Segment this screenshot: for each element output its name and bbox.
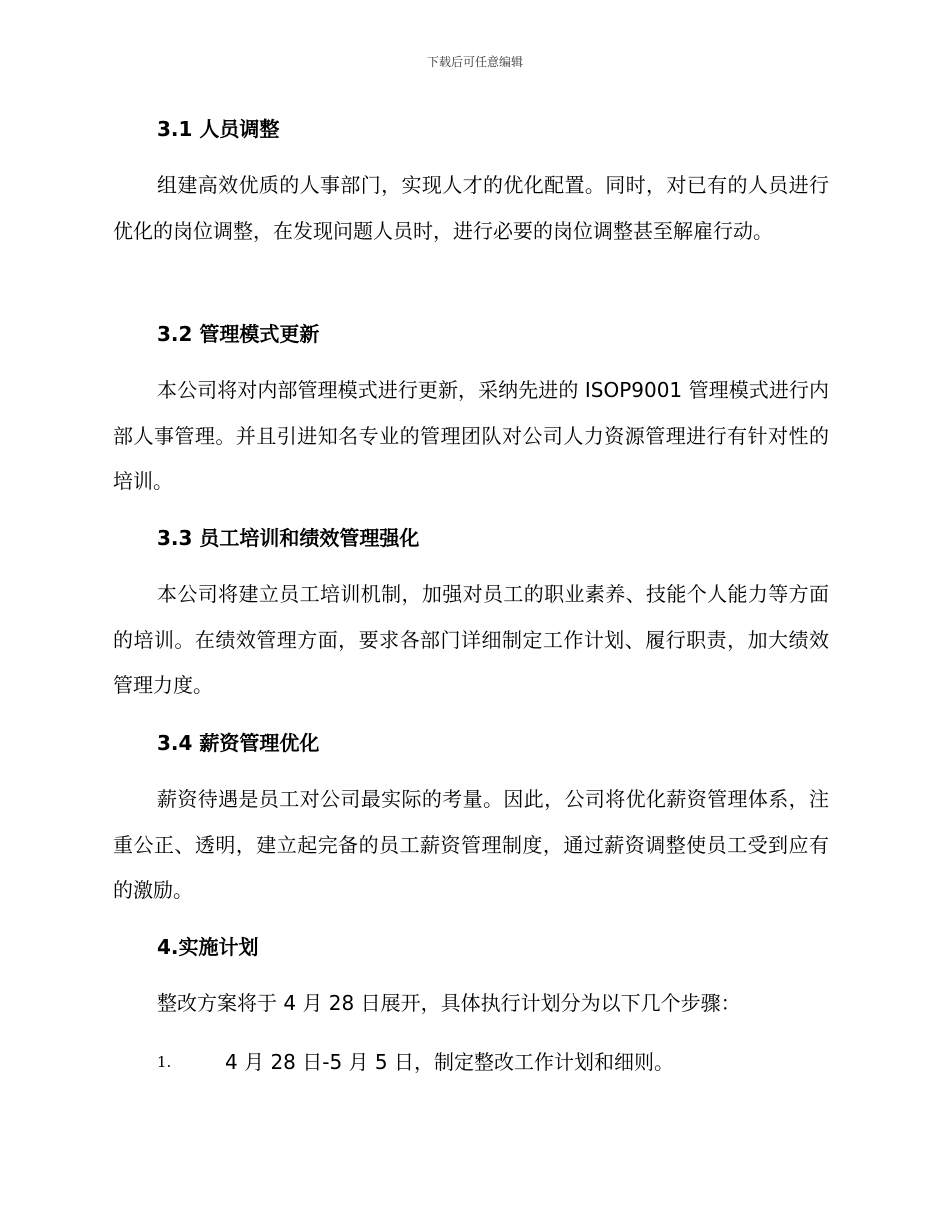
plan-intro: 整改方案将于 4 月 28 日展开，具体执行计划分为以下几个步骤： xyxy=(157,991,741,1015)
section-body-3-2: 本公司将对内部管理模式进行更新，采纳先进的 ISOP9001 管理模式进行内部人事管理。并且引进知名专业的管理团队对公司人力资源管理进行有针对性的培训。 xyxy=(113,378,829,493)
section-heading-3-2: 3.2 管理模式更新 xyxy=(157,322,320,346)
section-body-3-4: 薪资待遇是员工对公司最实际的考量。因此，公司将优化薪资管理体系，注重公正、透明，建立起完备的员工薪资管理制度，通过薪资调整使员工受到应有的激励。 xyxy=(113,787,829,902)
section-heading-3-3: 3.3 员工培训和绩效管理强化 xyxy=(157,526,420,550)
section-body-3-1: 组建高效优质的人事部门，实现人才的优化配置。同时，对已有的人员进行优化的岗位调整，在发现问题人员时，进行必要的岗位调整甚至解雇行动。 xyxy=(113,173,829,243)
header-note: 下载后可任意编辑 xyxy=(426,55,523,69)
list-item-text: 4 月 28 日-5 月 5 日，制定整改工作计划和细则。 xyxy=(225,1050,674,1074)
section-body-3-3: 本公司将建立员工培训机制，加强对员工的职业素养、技能个人能力等方面的培训。在绩效管理方面，要求各部门详细制定工作计划、履行职责，加大绩效管理力度。 xyxy=(113,582,829,697)
plan-heading: 4.实施计划 xyxy=(157,935,259,959)
list-item-number: 1. xyxy=(157,1053,172,1071)
section-heading-3-4: 3.4 薪资管理优化 xyxy=(157,731,320,755)
section-heading-3-1: 3.1 人员调整 xyxy=(157,117,280,141)
